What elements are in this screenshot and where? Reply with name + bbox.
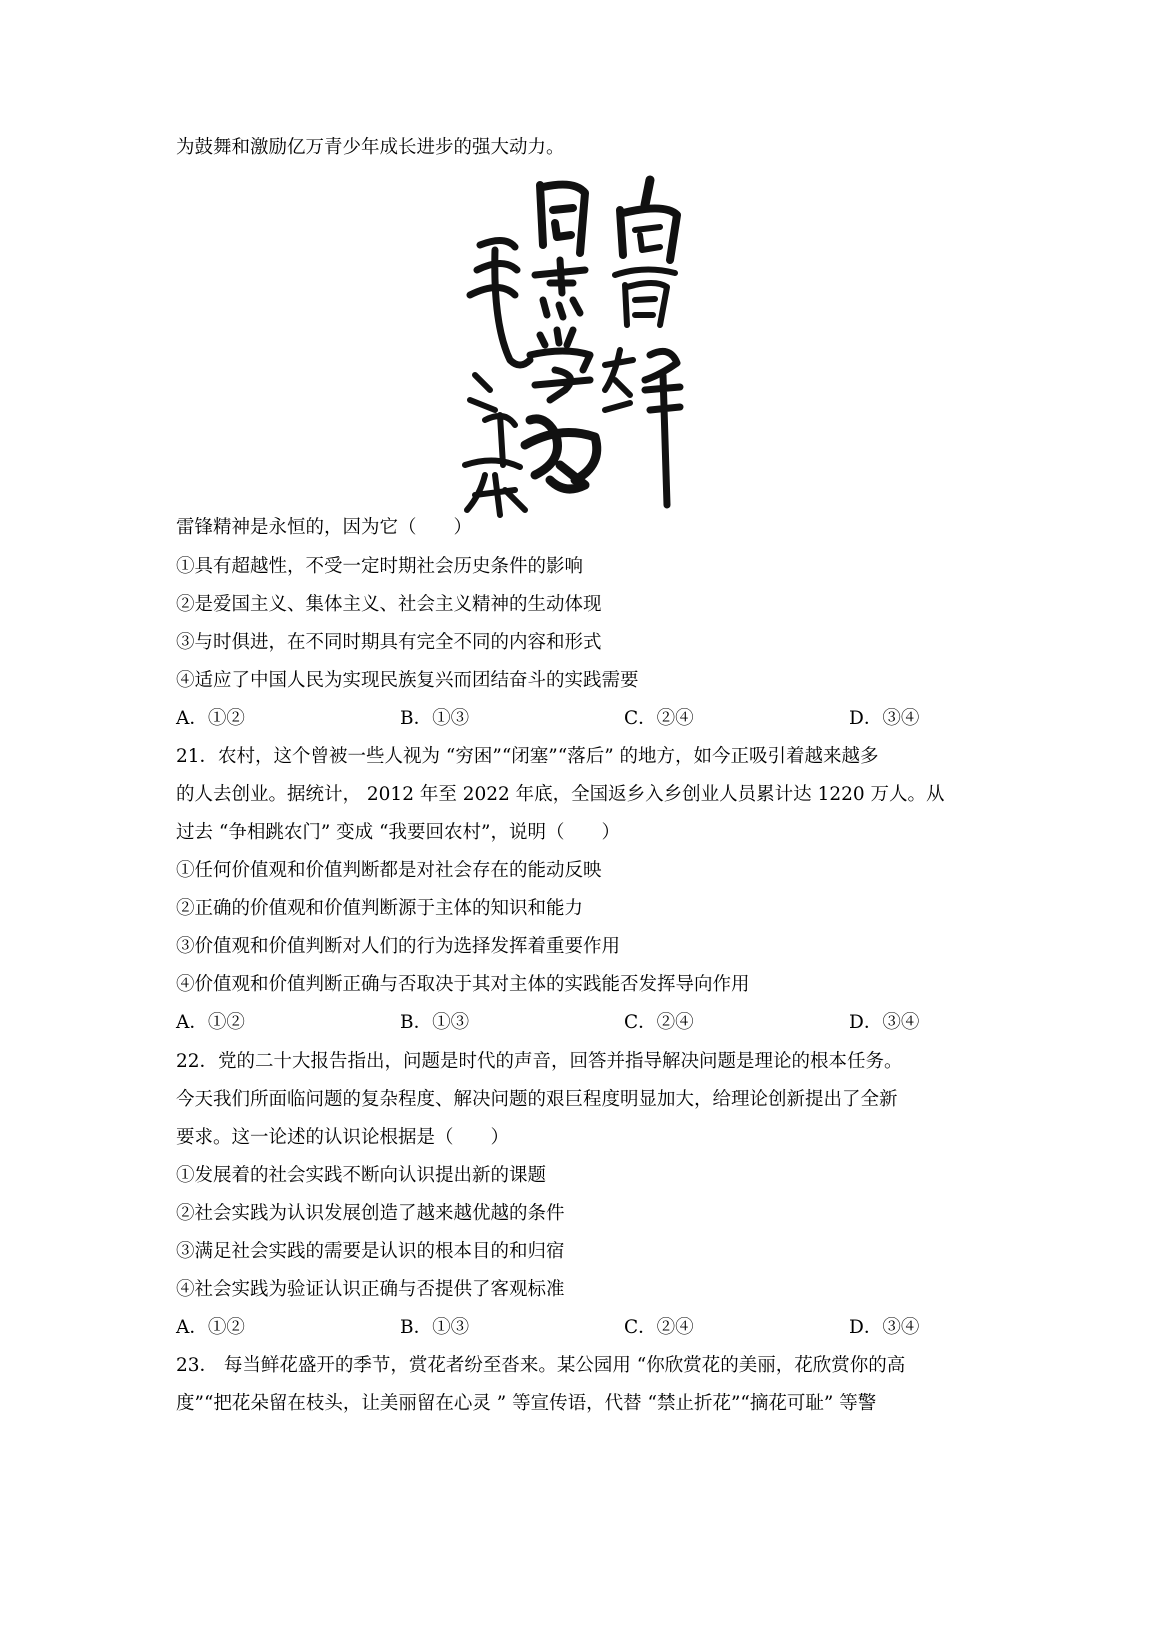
q23-stem-line-2: 度”“把花朵留在枝头，让美丽留在心灵 ” 等宣传语，代替 “禁止折花”“摘花可耻” 等警 [176, 1393, 877, 1414]
q22-stem-line-1: 22．党的二十大报告指出，问题是时代的声音，回答并指导解决问题是理论的根本任务。 [176, 1051, 903, 1072]
q20-item-4: ④适应了中国人民为实现民族复兴而团结奋斗的实践需要 [176, 670, 639, 691]
q21-item-2: ②正确的价值观和价值判断源于主体的知识和能力 [176, 898, 584, 919]
intro-line: 为鼓舞和激励亿万青少年成长进步的强大动力。 [176, 137, 565, 158]
calligraphy-image [455, 175, 715, 530]
q22-stem-line-3: 要求。这一论述的认识论根据是（ ） [176, 1127, 510, 1148]
q20-option-a[interactable]: A．①② [176, 708, 245, 729]
q22-option-b[interactable]: B．①③ [400, 1317, 470, 1338]
q23-stem-line-1: 23． 每当鲜花盛开的季节，赏花者纷至沓来。某公园用 “你欣赏花的美丽，花欣赏你的高 [176, 1355, 906, 1376]
q22-item-1: ①发展着的社会实践不断向认识提出新的课题 [176, 1165, 547, 1186]
q20-option-c[interactable]: C．②④ [624, 708, 694, 729]
q22-option-d[interactable]: D．③④ [849, 1317, 920, 1338]
q21-option-c[interactable]: C．②④ [624, 1012, 694, 1033]
q21-option-b[interactable]: B．①③ [400, 1012, 470, 1033]
q21-option-d[interactable]: D．③④ [849, 1012, 920, 1033]
q20-option-d[interactable]: D．③④ [849, 708, 920, 729]
q21-stem-line-3: 过去 “争相跳农门” 变成 “我要回农村”，说明（ ） [176, 822, 620, 843]
q21-item-3: ③价值观和价值判断对人们的行为选择发挥着重要作用 [176, 936, 621, 957]
q21-stem-line-2: 的人去创业。据统计， 2012 年至 2022 年底，全国返乡入乡创业人员累计达 1220 万人。从 [176, 784, 945, 805]
q22-item-2: ②社会实践为认识发展创造了越来越优越的条件 [176, 1203, 565, 1224]
q20-stem: 雷锋精神是永恒的，因为它（ ） [176, 517, 473, 538]
q20-item-1: ①具有超越性，不受一定时期社会历史条件的影响 [176, 556, 584, 577]
q21-item-4: ④价值观和价值判断正确与否取决于其对主体的实践能否发挥导向作用 [176, 974, 750, 995]
q22-item-3: ③满足社会实践的需要是认识的根本目的和归宿 [176, 1241, 565, 1262]
q21-option-a[interactable]: A．①② [176, 1012, 245, 1033]
q22-option-a[interactable]: A．①② [176, 1317, 245, 1338]
q21-item-1: ①任何价值观和价值判断都是对社会存在的能动反映 [176, 860, 602, 881]
q22-stem-line-2: 今天我们所面临问题的复杂程度、解决问题的艰巨程度明显加大，给理论创新提出了全新 [176, 1089, 898, 1110]
q21-stem-line-1: 21．农村，这个曾被一些人视为 “穷困”“闭塞”“落后” 的地方，如今正吸引着越来越多 [176, 746, 879, 767]
q22-item-4: ④社会实践为验证认识正确与否提供了客观标准 [176, 1279, 565, 1300]
q20-option-b[interactable]: B．①③ [400, 708, 470, 729]
q22-option-c[interactable]: C．②④ [624, 1317, 694, 1338]
q20-item-2: ②是爱国主义、集体主义、社会主义精神的生动体现 [176, 594, 602, 615]
q20-item-3: ③与时俱进，在不同时期具有完全不同的内容和形式 [176, 632, 602, 653]
